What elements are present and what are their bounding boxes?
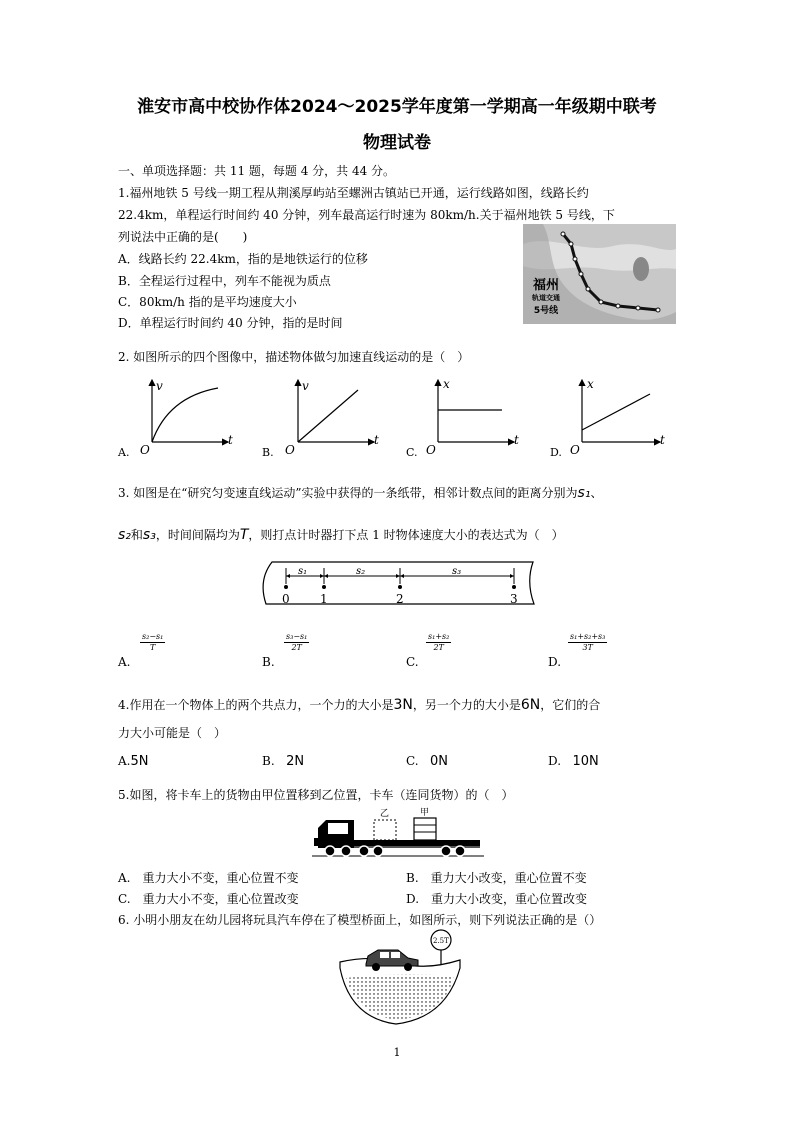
cargo-position-yi	[374, 820, 396, 840]
exam-subtitle: 物理试卷	[363, 133, 431, 153]
q4-a-letter: A.	[118, 754, 131, 768]
graph-b-line	[298, 390, 358, 442]
graph-a-xaxis: t	[228, 433, 233, 447]
q4-d-val: 10N	[572, 754, 599, 769]
q3-stem-sep: 、	[590, 486, 603, 500]
graph-a-letter: A.	[118, 446, 130, 459]
graph-d-letter: D.	[550, 446, 562, 459]
q4-stem-a: 4.作用在一个物体上的两个共点力，一个力的大小是	[118, 698, 394, 712]
q4-stem-b: ，另一个力的大小是	[412, 698, 521, 712]
graph-a-curve	[152, 388, 218, 442]
graph-b-xaxis: t	[374, 433, 379, 447]
q5-option-c: C. 重力大小不变，重心位置改变	[118, 892, 299, 906]
q3-and: 和	[130, 528, 143, 542]
q4-c-val: 0N	[430, 754, 449, 769]
page-number: 1	[393, 1046, 401, 1059]
graph-d-yaxis: x	[587, 377, 594, 391]
graph-d	[550, 377, 665, 459]
q1-option-d: D．单程运行时间约 40 分钟，指的是时间	[118, 316, 343, 330]
tape-point-0: 0	[282, 592, 290, 606]
q4-option-b	[262, 754, 304, 769]
q3-sym-s3: s₃	[142, 527, 156, 543]
q3-d-den: 3T	[582, 643, 593, 652]
sign-label: 2.5T	[433, 937, 449, 945]
q3-c-den: 2T	[433, 643, 444, 652]
q4-d-letter: D.	[548, 754, 562, 768]
q5-option-a: A. 重力大小不变，重心位置不变	[118, 871, 299, 885]
map-label-city: 福州	[532, 278, 559, 293]
q5-option-b: B. 重力大小改变，重心位置不变	[406, 871, 587, 885]
q3-option-b	[262, 632, 309, 669]
q3-option-d	[548, 632, 607, 669]
section-heading: 一、单项选择题：共 11 题，每题 4 分，共 44 分。	[118, 164, 396, 178]
q1-option-b: B．全程运行过程中，列车不能视为质点	[118, 274, 331, 288]
graph-a-yaxis: v	[156, 379, 163, 393]
metro-map-image	[523, 224, 676, 324]
q3-d-num: s₁+s₂+s₃	[570, 632, 606, 641]
q1-line1: 1.福州地铁 5 号线一期工程从荆溪厚屿站至螺洲古镇站已开通，运行线路如图，线路长约	[118, 186, 589, 200]
q5-stem: 5.如图，将卡车上的货物由甲位置移到乙位置，卡车（连同货物）的（ ）	[118, 788, 514, 802]
q3-c-letter: C.	[406, 655, 419, 669]
q3-stem-b: ，时间间隔均为	[155, 528, 240, 542]
cargo-position-jia	[414, 818, 436, 840]
graph-c-origin: O	[426, 443, 436, 457]
label-yi: 乙	[380, 809, 390, 819]
bridge-diagram	[336, 928, 464, 1028]
q4-option-d	[548, 754, 599, 769]
q5-option-d: D. 重力大小改变，重心位置改变	[406, 892, 588, 906]
truck-diagram	[312, 806, 484, 862]
q3-a-letter: A.	[118, 655, 131, 669]
graph-b-letter: B.	[262, 446, 274, 459]
graph-c-yaxis: x	[443, 377, 450, 391]
q3-option-a	[118, 632, 165, 669]
q4-force2: 6N	[520, 697, 541, 713]
tape-label-s3: s₃	[452, 566, 462, 577]
q4-b-val: 2N	[286, 754, 305, 769]
q3-option-c	[406, 632, 451, 669]
paper-tape	[258, 558, 540, 610]
q1-line3: 列说法中正确的是( )	[118, 230, 248, 244]
q4-line1	[118, 696, 600, 713]
label-jia: 甲	[420, 808, 430, 818]
q3-a-den: T	[149, 643, 156, 652]
q1-line2: 22.4km，单程运行时间约 40 分钟，列车最高运行时速为 80km/h.关于福州地铁 5 号线，下	[118, 208, 615, 222]
map-label-line: 5号线	[533, 306, 559, 316]
q1-option-c: C．80km/h 指的是平均速度大小	[118, 295, 297, 309]
truck-bed	[354, 840, 480, 846]
graph-d-origin: O	[570, 443, 580, 457]
tape-label-s2: s₂	[356, 566, 366, 577]
q4-b-letter: B.	[262, 754, 275, 768]
graph-b-yaxis: v	[302, 379, 309, 393]
q2-graphs	[110, 372, 690, 460]
tape-point-1: 1	[320, 592, 328, 606]
q4-c-letter: C.	[406, 754, 419, 768]
tape-point-2: 2	[396, 592, 404, 606]
graph-c-letter: C.	[406, 446, 418, 459]
map-label-transit: 轨道交通	[532, 294, 560, 302]
q4-a-val: 5N	[130, 754, 149, 769]
q3-sym-t: T	[239, 527, 249, 543]
exam-title: 淮安市高中校协作体2024～2025学年度第一学期高一年级期中联考	[137, 97, 657, 117]
graph-d-line	[582, 394, 650, 430]
q4-option-a	[118, 754, 148, 769]
graph-a	[117, 379, 233, 459]
q2-stem: 2. 如图所示的四个图像中，描述物体做匀加速直线运动的是（ ）	[118, 350, 470, 364]
q4-option-c	[406, 754, 448, 769]
q3-b-den: 2T	[291, 643, 302, 652]
q3-line1	[118, 484, 602, 501]
q3-a-num: s₂−s₁	[142, 632, 164, 641]
graph-b-origin: O	[285, 443, 295, 457]
q3-sym-s2: s₂	[118, 527, 131, 543]
graph-a-origin: O	[140, 443, 150, 457]
graph-c	[406, 377, 519, 459]
q3-stem-a: 3. 如图是在“研究匀变速直线运动”实验中获得的一条纸带，相邻计数点间的距离分别为	[118, 486, 578, 500]
tape-label-s1: s₁	[298, 566, 308, 577]
q4-stem-c: ，它们的合	[540, 698, 601, 712]
q3-b-num: s₃−s₁	[286, 632, 308, 641]
q3-b-letter: B.	[262, 655, 275, 669]
q3-stem-c: ，则打点计时器打下点 1 时物体速度大小的表达式为（ ）	[248, 528, 564, 542]
q3-line2	[118, 526, 564, 543]
q4-force1: 3N	[393, 697, 413, 713]
q6-stem: 6. 小明小朋友在幼儿园将玩具汽车停在了模型桥面上，如图所示，则下列说法正确的是（）	[118, 913, 602, 927]
graph-d-xaxis: t	[660, 433, 665, 447]
graph-c-xaxis: t	[514, 433, 519, 447]
tape-point-3: 3	[510, 592, 518, 606]
q3-c-num: s₁+s₂	[428, 632, 450, 641]
q1-option-a: A．线路长约 22.4km，指的是地铁运行的位移	[118, 252, 368, 266]
q3-d-letter: D.	[548, 655, 562, 669]
graph-b	[262, 379, 379, 459]
q4-line2: 力大小可能是（ ）	[118, 726, 227, 740]
q3-sym-s1: s₁	[577, 485, 591, 501]
